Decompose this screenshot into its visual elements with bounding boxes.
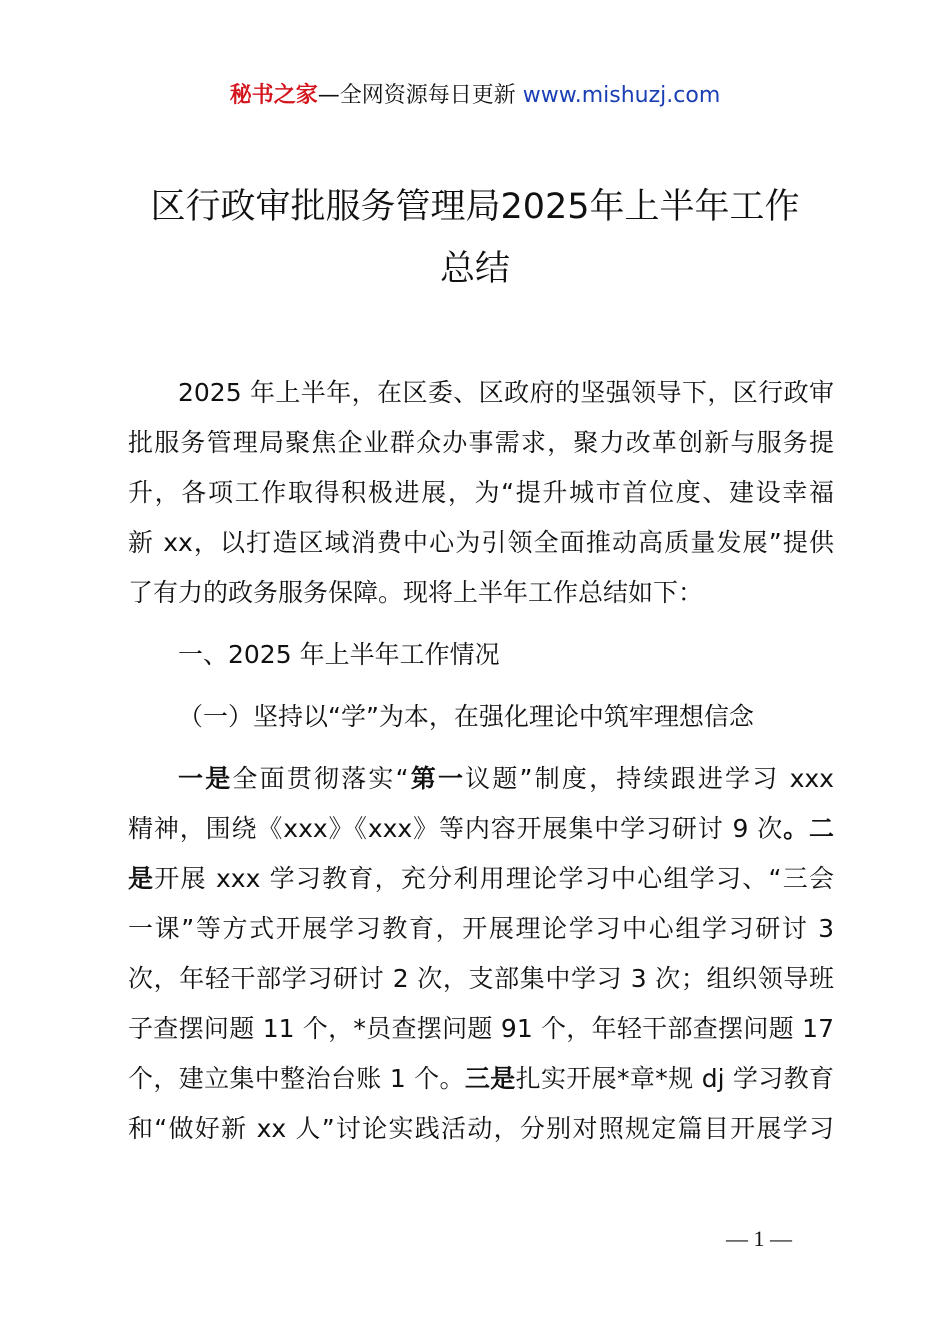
paragraph-line <box>128 854 834 904</box>
intro-paragraph <box>128 368 834 618</box>
bold-marker: 一是 <box>178 764 233 793</box>
page-number: — 1 — <box>726 1226 792 1251</box>
paragraph-line: 和“做好新 xx 人”讨论实践活动，分别对照规定篇目开展学习 <box>128 1114 834 1143</box>
intro-line: 批服务管理局聚焦企业群众办事需求，聚力改革创新与服务提 <box>128 428 834 457</box>
paragraph-line: 子查摆问题 11 个，*员查摆问题 91 个，年轻干部查摆问题 17 <box>128 1014 834 1043</box>
line-text: 精神，围绕《xxx》《xxx》等内容开展集中学习研讨 9 次 <box>128 814 784 843</box>
title-line-1: 区行政审批服务管理局2025年上半年工作 <box>150 187 800 227</box>
paragraph-line: 次，年轻干部学习研讨 2 次，支部集中学习 3 次；组织领导班 <box>128 964 834 993</box>
intro-line: 了有力的政务服务保障。现将上半年工作总结如下： <box>128 578 704 607</box>
paragraph-line: 一课”等方式开展学习教育，开展理论学习中心组学习研讨 3 <box>128 914 834 943</box>
work-paragraph <box>128 754 834 1154</box>
brand-name: 秘书之家 <box>229 83 318 108</box>
bold-marker: 第一 <box>408 764 466 793</box>
site-banner <box>0 80 950 112</box>
line-text: 议题”制度，持续跟进学习 xxx <box>465 764 834 793</box>
bold-marker: 三是 <box>464 1064 516 1093</box>
intro-line: 升，各项工作取得积极进展，为“提升城市首位度、建设幸福 <box>128 478 834 507</box>
paragraph-line <box>128 754 834 804</box>
section-heading: 一、2025 年上半年工作情况 <box>178 640 500 669</box>
bold-marker: 。二 <box>783 814 834 843</box>
document-title <box>110 176 840 300</box>
intro-line: 新 xx，以打造区域消费中心为引领全面推动高质量发展”提供 <box>128 528 834 557</box>
intro-line: 2025 年上半年，在区委、区政府的坚强领导下，区行政审 <box>178 378 834 407</box>
banner-tagline: —全网资源每日更新 <box>317 83 516 108</box>
line-text: 扎实开展*章*规 dj 学习教育 <box>515 1064 834 1093</box>
subsection-heading: （一）坚持以“学”为本，在强化理论中筑牢理想信念 <box>178 702 754 731</box>
paragraph-line <box>128 1054 834 1104</box>
title-line-2: 总结 <box>439 249 510 289</box>
paragraph-line <box>128 804 834 854</box>
line-text: 全面贯彻落实“ <box>232 764 409 793</box>
line-text: 开展 xxx 学习教育，充分利用理论学习中心组学习、“三会 <box>154 864 834 893</box>
line-text: 个，建立集中整治台账 1 个。 <box>128 1064 465 1093</box>
site-url[interactable]: www.mishuzj.com <box>522 83 721 108</box>
bold-marker: 是 <box>128 864 155 893</box>
